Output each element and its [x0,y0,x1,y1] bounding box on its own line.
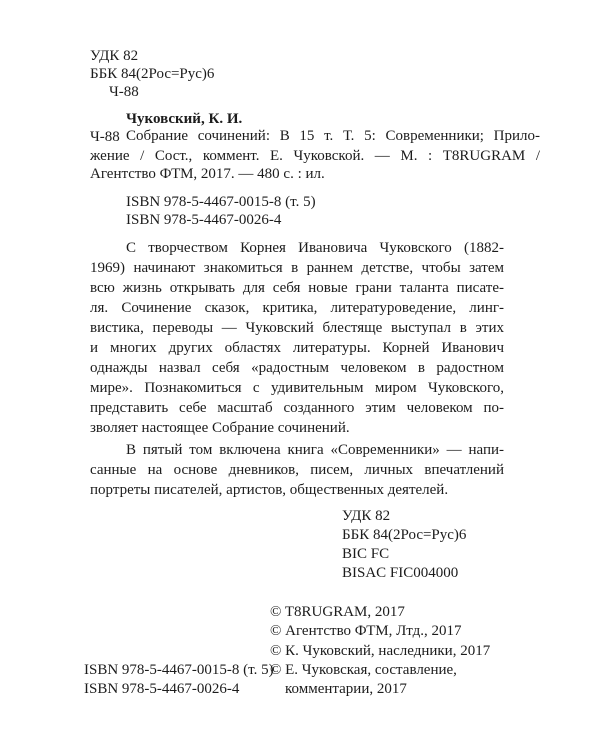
udk-code: УДК 82 [90,48,139,64]
author-heading: Чуковский, К. И. [126,111,243,127]
class-bic: BIC FC [342,546,390,562]
abstract-p1-line-10: зволяет настоящее Собрание сочинений. [90,420,350,436]
entry-isbn-volume: ISBN 978-5-4467-0015-8 (т. 5) [126,194,316,210]
abstract-p1-line-5: вистика, переводы — Чуковский блестяще выступал в этих [90,320,504,336]
abstract-p1-line-7: однажды назвал себя «радостным человеком в радостном [90,360,504,376]
author-mark: Ч-88 [109,84,139,100]
abstract-p1-line-6: и многих других областях литературы. Корней Иванович [90,340,504,356]
description-line-3: Агентство ФТМ, 2017. — 480 с. : ил. [90,166,325,182]
copyright-compiler: © Е. Чуковская, составление, [270,662,457,678]
class-bbk: ББК 84(2Рос=Рус)6 [342,527,467,543]
footer-isbn-volume: ISBN 978-5-4467-0015-8 (т. 5) [84,662,274,678]
abstract-p1-line-9: представить себе масштаб созданного этим человеком по- [90,400,504,416]
bbk-code: ББК 84(2Рос=Рус)6 [90,66,215,82]
abstract-p1-line-8: мире». Познакомиться с удивительным миром Чуковского, [90,380,504,396]
abstract [90,238,504,500]
entry-isbn-set: ISBN 978-5-4467-0026-4 [126,212,282,228]
copyright-heirs: © К. Чуковский, наследники, 2017 [270,643,491,659]
entry-author-mark: Ч-88 [90,129,120,145]
abstract-p2-line-2: санные на основе дневников, писем, личных впечатлений [90,462,504,478]
copyright-publisher: © T8RUGRAM, 2017 [270,604,405,620]
abstract-p2-line-3: портреты писателей, артистов, общественных деятелей. [90,482,449,498]
class-udk: УДК 82 [342,508,391,524]
class-bisac: BISAC FIC004000 [342,565,459,581]
abstract-p2-line-1: В пятый том включена книга «Современники» — напи- [126,442,504,458]
footer-isbn-set: ISBN 978-5-4467-0026-4 [84,681,240,697]
abstract-p1-line-3: всю жизнь открывать для себя новые грани таланта писате- [90,280,504,296]
copyright-agency: © Агентство ФТМ, Лтд., 2017 [270,623,462,639]
abstract-p1-line-4: ля. Сочинение сказок, критика, литературоведение, линг- [90,300,504,316]
description-line-2: жение / Сост., коммент. Е. Чуковской. — М. : T8RUGRAM / [90,148,540,164]
copyright-compiler-cont: комментарии, 2017 [285,681,407,697]
description-line-1: Собрание сочинений: В 15 т. Т. 5: Современники; Прило- [126,128,540,144]
abstract-p1-line-2: 1969) начинают знакомиться в раннем детстве, чтобы затем [90,260,504,276]
abstract-p1-line-1: С творчеством Корнея Ивановича Чуковского (1882- [126,240,504,256]
